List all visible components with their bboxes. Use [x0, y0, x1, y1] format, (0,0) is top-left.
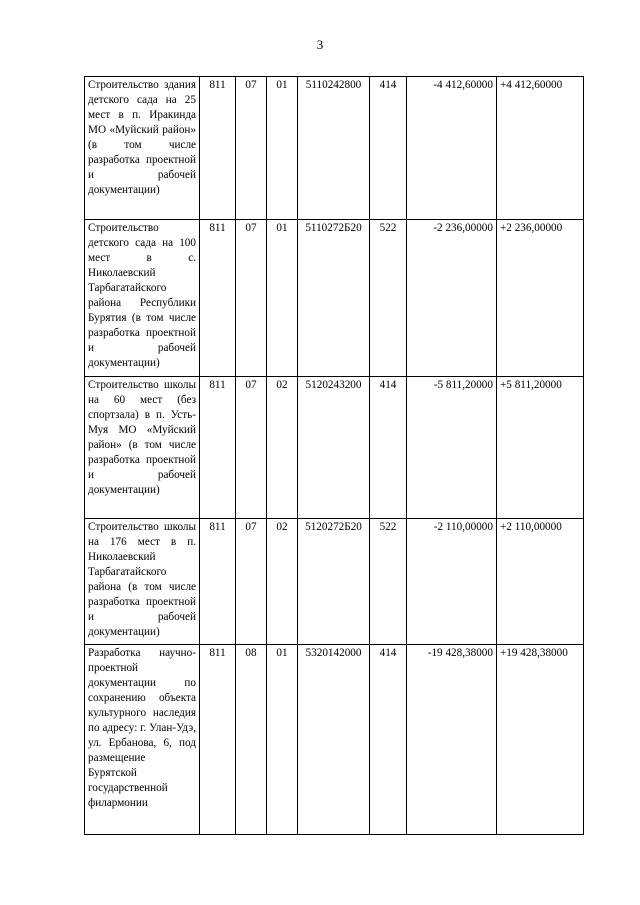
increase-amount: +5 811,20000	[497, 377, 584, 519]
table-row	[85, 645, 584, 835]
increase-amount: +2 110,00000	[497, 519, 584, 645]
increase-amount: +4 412,60000	[497, 77, 584, 220]
subsection-code: 02	[267, 377, 298, 519]
row-description: Строительство здания детского сада на 25 мест в п. Иракинда МО «Муйский район» (в том числе разработка проектной и рабочей документации)	[85, 77, 200, 220]
admin-code: 811	[200, 519, 236, 645]
target-code: 5110272Б20	[298, 220, 370, 377]
expense-type-code: 414	[370, 645, 407, 835]
section-code: 08	[236, 645, 267, 835]
expense-type-code: 414	[370, 377, 407, 519]
table-row	[85, 519, 584, 645]
decrease-amount: -4 412,60000	[407, 77, 497, 220]
table-row	[85, 77, 584, 220]
admin-code: 811	[200, 377, 236, 519]
subsection-code: 01	[267, 645, 298, 835]
row-description: Строительство детского сада на 100 мест в с. Николаевский Тарбагатайского района Республики Бурятия (в том числе разработка проектной и рабочей документации)	[85, 220, 200, 377]
subsection-code: 02	[267, 519, 298, 645]
target-code: 5120243200	[298, 377, 370, 519]
section-code: 07	[236, 77, 267, 220]
row-description: Строительство школы на 176 мест в п. Николаевский Тарбагатайского района (в том числе разработка проектной и рабочей документации)	[85, 519, 200, 645]
target-code: 5110242800	[298, 77, 370, 220]
subsection-code: 01	[267, 220, 298, 377]
admin-code: 811	[200, 645, 236, 835]
increase-amount: +2 236,00000	[497, 220, 584, 377]
decrease-amount: -2 110,00000	[407, 519, 497, 645]
increase-amount: +19 428,38000	[497, 645, 584, 835]
decrease-amount: -19 428,38000	[407, 645, 497, 835]
expense-type-code: 414	[370, 77, 407, 220]
row-description: Разработка научно-проектной документации по сохранению объекта культурного наследия по адресу: г. Улан-Удэ, ул. Ербанова, 6, под размещение Бурятской государственной филармонии	[85, 645, 200, 835]
expense-type-code: 522	[370, 220, 407, 377]
budget-table	[84, 76, 584, 835]
row-description: Строительство школы на 60 мест (без спортзала) в п. Усть-Муя МО «Муйский район» (в том числе разработка проектной и рабочей документации)	[85, 377, 200, 519]
expense-type-code: 522	[370, 519, 407, 645]
subsection-code: 01	[267, 77, 298, 220]
table-row	[85, 220, 584, 377]
admin-code: 811	[200, 220, 236, 377]
section-code: 07	[236, 377, 267, 519]
decrease-amount: -5 811,20000	[407, 377, 497, 519]
page-number: 3	[316, 37, 324, 52]
decrease-amount: -2 236,00000	[407, 220, 497, 377]
admin-code: 811	[200, 77, 236, 220]
target-code: 5320142000	[298, 645, 370, 835]
section-code: 07	[236, 519, 267, 645]
section-code: 07	[236, 220, 267, 377]
table-row	[85, 377, 584, 519]
target-code: 5120272Б20	[298, 519, 370, 645]
